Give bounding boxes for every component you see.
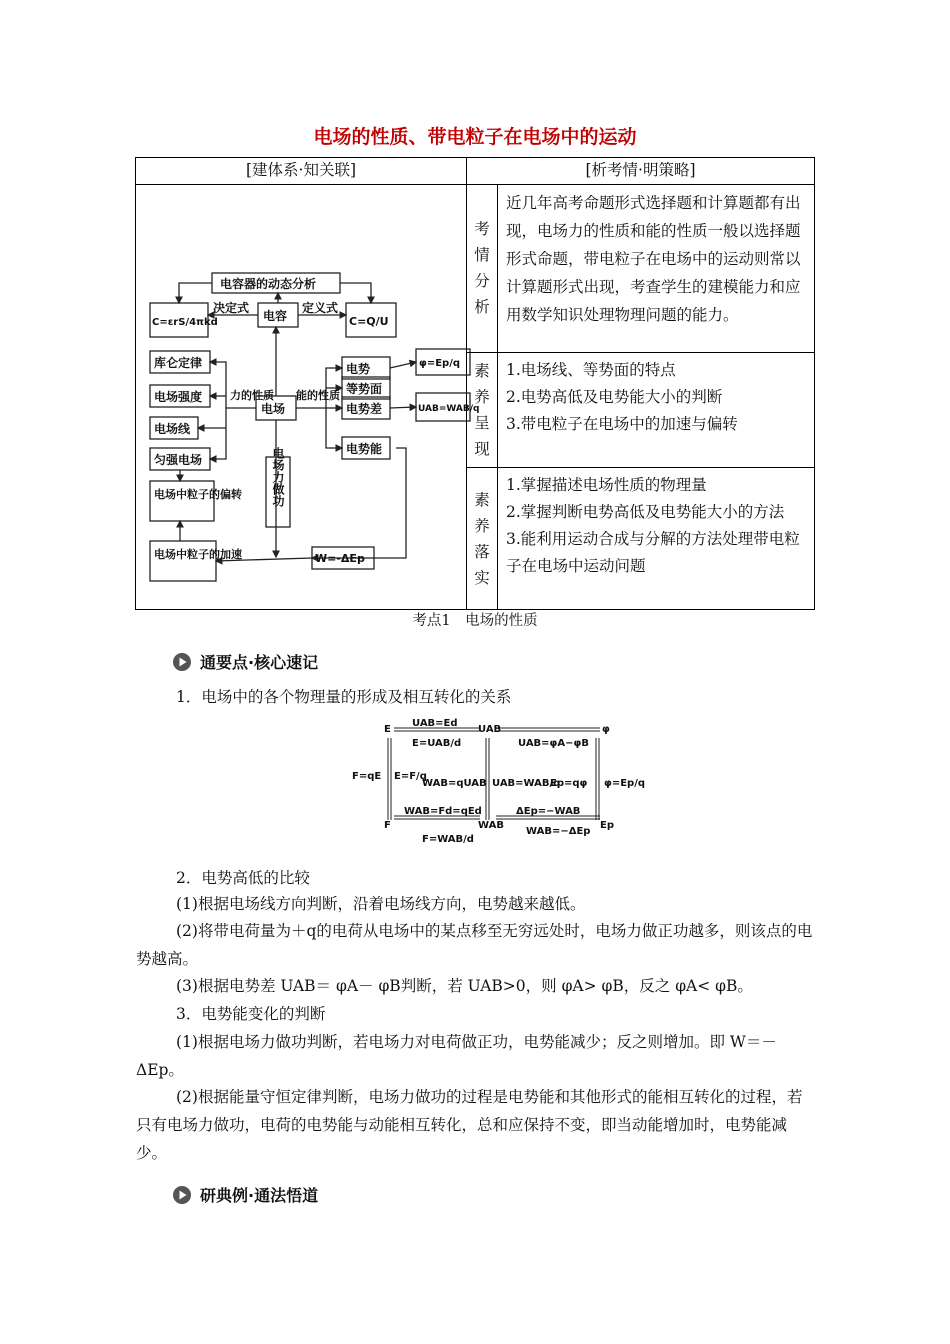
page-title: 电场的性质、带电粒子在电场中的运动 (313, 126, 637, 148)
implement-item-1: 1.掌握描述电场性质的物理量 (506, 476, 707, 495)
rel-w-fd: WAB=Fd=qEd (404, 806, 482, 817)
rel-u-eq: UAB=WAB/q (492, 778, 561, 789)
rel-phi-eq: φ=Ep/q (604, 778, 646, 789)
map-work-formula: W=-ΔEp (315, 552, 365, 565)
map-c-definition: C=Q/U (349, 315, 389, 328)
para-3: (1)根据电场线方向判断，沿着电场线方向，电势越来越低。 (176, 895, 586, 913)
para-1: 1．电场中的各个物理量的形成及相互转化的关系 (176, 688, 512, 706)
map-field: 电场 (261, 402, 286, 416)
rel-ep-eq: Ep=qφ (550, 778, 588, 789)
map-energy-property: 能的性质 (296, 389, 340, 402)
present-item-2: 2.电势高低及电势能大小的判断 (506, 387, 723, 406)
rel-phi: φ (602, 724, 610, 735)
implement-item-3: 3.能利用运动合成与分解的方法处理带电粒子在电场中运动问题 (506, 530, 800, 576)
rel-Ep: Ep (600, 820, 614, 831)
side-label-1: 素养呈现 (467, 352, 498, 468)
rel-u-to-e: E=UAB/d (412, 738, 462, 749)
relation-diagram (350, 716, 646, 858)
map-c-decision: C=εrS/4πkd (152, 317, 218, 328)
kaodian-label: 考点1 电场的性质 (412, 613, 538, 629)
left-header: [建体系·知关联] (136, 158, 467, 185)
rel-dep: ΔEp=−WAB (516, 806, 581, 817)
map-right-2: 电势差 (346, 402, 383, 416)
map-left-1: 电场强度 (154, 390, 203, 404)
rel-E: E (384, 724, 391, 735)
rel-f-eq: F=qE (352, 771, 382, 782)
concept-map-cell (136, 185, 480, 610)
rel-w-dep: WAB=−ΔEp (526, 826, 591, 837)
para-6: 3．电势能变化的判断 (176, 1005, 326, 1023)
rel-u-to-phi: UAB=φA−φB (518, 738, 589, 749)
rel-w-eq: WAB=qUAB (422, 778, 487, 789)
implement-item-2: 2.掌握判断电势高低及电势能大小的方法 (506, 503, 785, 522)
side-label-0: 考情分析 (467, 185, 498, 353)
right-header: [析考情·明策略] (467, 158, 815, 185)
para-4: (2)将带电荷量为＋q的电荷从电场中的某点移至无穷远处时，电场力做正功越多，则该点的电势越高。 (136, 922, 813, 968)
map-capacitor-analysis: 电容器的动态分析 (220, 277, 317, 291)
concept-map (136, 185, 480, 609)
literacy-present (498, 352, 815, 468)
map-decision: 决定式 (213, 301, 250, 315)
map-deflection: 电场中粒子的偏转 (154, 488, 242, 501)
analysis-text: 近几年高考命题形式选择题和计算题都有出现，电场力的性质和能的性质一般以选择题形式命题，带电粒子在电场中的运动则常以计算题形式出现，考查学生的建模能力和应用数学知识处理物理问题的能力。 (498, 185, 815, 353)
map-u-formula: UAB=WAB/q (418, 404, 480, 414)
map-definition: 定义式 (302, 301, 339, 315)
literacy-implement (498, 468, 815, 610)
rel-e-eq: E=F/q (394, 771, 427, 782)
map-left-3: 匀强电场 (154, 453, 203, 467)
map-left-0: 库仑定律 (154, 356, 203, 370)
map-left-2: 电场线 (154, 422, 191, 436)
para-2: 2．电势高低的比较 (176, 869, 310, 887)
section-core-points: 通要点·核心速记 (172, 650, 318, 673)
overview-table (135, 157, 815, 610)
map-right-1: 等势面 (346, 382, 383, 396)
map-force-property: 力的性质 (230, 389, 274, 402)
map-acceleration: 电场中粒子的加速 (154, 548, 242, 561)
side-label-2: 素养落实 (467, 468, 498, 610)
rel-UAB: UAB (478, 724, 502, 735)
present-item-1: 1.电场线、等势面的特点 (506, 360, 676, 379)
map-right-0: 电势 (346, 362, 371, 376)
rel-f-wd: F=WAB/d (422, 834, 474, 845)
map-capacitance: 电容 (263, 309, 288, 323)
para-8: (2)根据能量守恒定律判断，电场力做功的过程是电势能和其他形式的能相互转化的过程，若只有电场力做功，电荷的电势能与动能相互转化，总和应保持不变，即当动能增加时，电势能减少。 (136, 1088, 803, 1162)
rel-WAB: WAB (478, 820, 504, 831)
play-circle-icon (172, 652, 192, 672)
map-work: 电场力做功 (271, 447, 285, 507)
map-phi-formula: φ=Ep/q (419, 358, 461, 369)
present-item-3: 3.带电粒子在电场中的加速与偏转 (506, 414, 738, 433)
play-circle-icon (172, 1185, 192, 1205)
map-right-3: 电势能 (346, 442, 383, 456)
para-7: (1)根据电场力做功判断，若电场力对电荷做正功，电势能减少；反之则增加。即 W＝－ΔEp。 (136, 1033, 777, 1079)
rel-e-to-u: UAB=Ed (412, 718, 458, 729)
section-examples: 研典例·通法悟道 (172, 1183, 318, 1206)
rel-F: F (384, 820, 391, 831)
para-5: (3)根据电势差 UAB＝ φA－ φB判断，若 UAB>0，则 φA> φB，反之 φA< φB。 (176, 977, 753, 995)
